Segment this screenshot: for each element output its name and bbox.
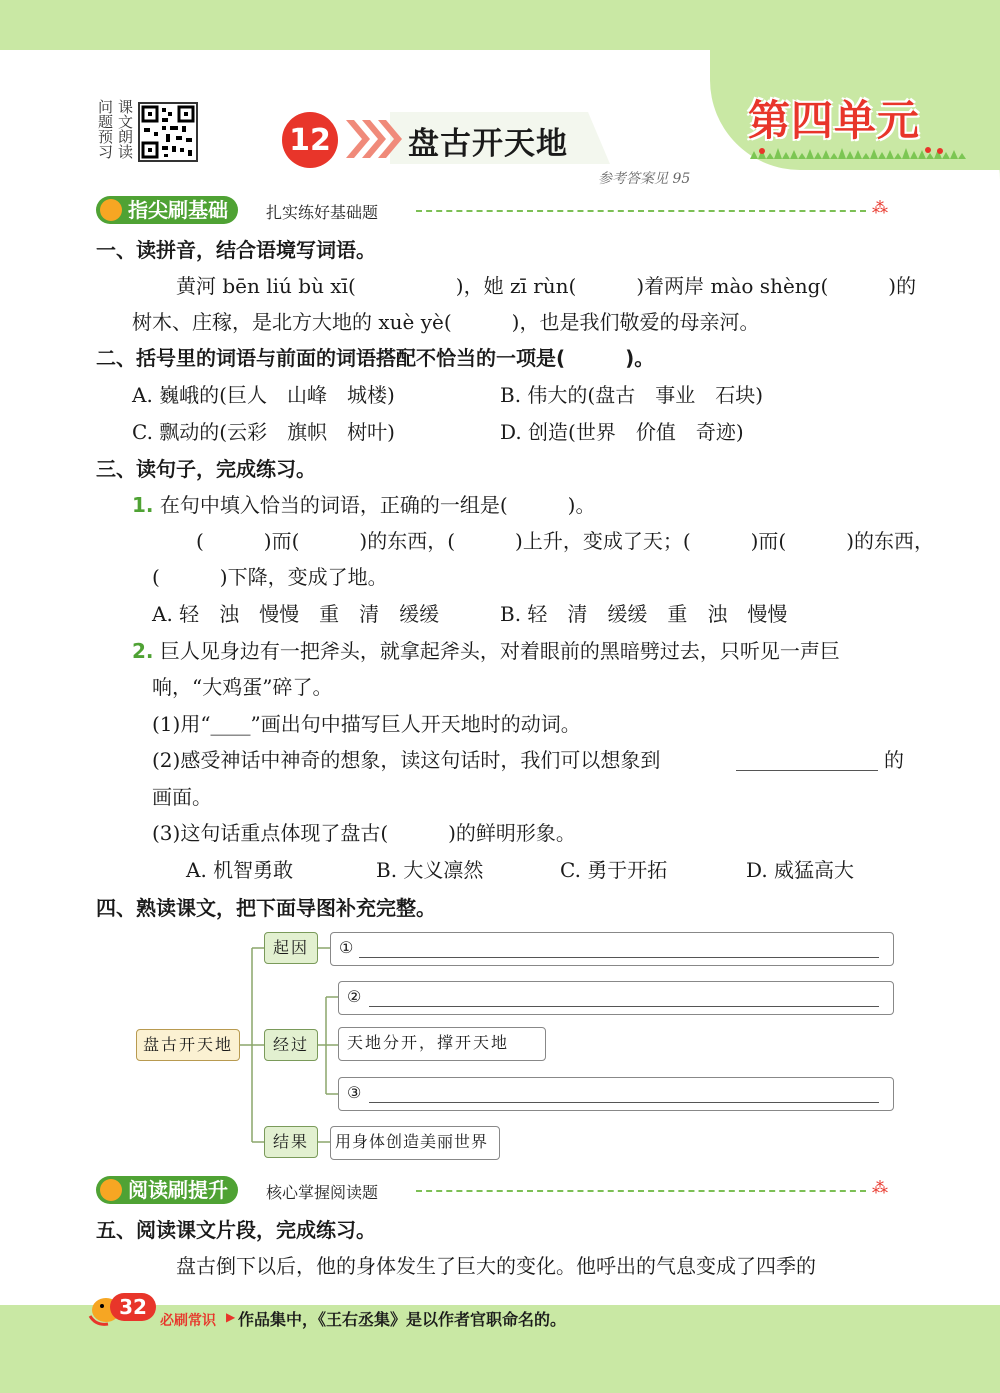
- section-title: 阅读刷提升: [128, 1178, 228, 1202]
- question-text: (1)用“____”画出句中描写巨人开天地时的动词。: [152, 712, 581, 736]
- qr-char: 读: [118, 143, 134, 161]
- option-a: A. 轻 浊 慢慢 重 清 缓缓: [152, 602, 440, 626]
- page-number: 32: [110, 1293, 156, 1321]
- answer-blank[interactable]: [369, 1006, 879, 1007]
- option-a: A. 巍峨的(巨人 山峰 城楼): [132, 383, 395, 407]
- sparkle-icon: ⁂: [872, 1178, 886, 1197]
- mind-map-node-process: 经过: [264, 1029, 318, 1061]
- question-text: ( )而( )的东西，( )上升，变成了天；( )而( )的东西，: [196, 529, 935, 553]
- question-text: 黄河 bēn liú bù xī( )，她 zī rùn( )着两岸 mào shèng( )的: [176, 274, 917, 298]
- sub-question-text: 巨人见身边有一把斧头，就拿起斧头，对着眼前的黑暗劈过去，只听见一声巨: [159, 639, 840, 663]
- question-text: 响，“大鸡蛋”碎了。: [152, 675, 333, 699]
- question-heading: 四、熟读课文，把下面导图补充完整。: [96, 896, 436, 920]
- option-c: C. 飘动的(云彩 旗帜 树叶): [132, 420, 395, 444]
- triangle-right-icon: ▶: [226, 1310, 236, 1324]
- qr-char: 课: [118, 98, 134, 116]
- mind-map-answer-2[interactable]: [338, 981, 894, 1015]
- section-pill: [96, 1176, 238, 1204]
- section-subtitle: 核心掌握阅读题: [266, 1183, 379, 1202]
- section-header-reading: [96, 1176, 906, 1208]
- question-text: (2)感受神话中神奇的想象，读这句话时，我们可以想象到: [152, 748, 661, 772]
- circled-number: ①: [339, 938, 356, 957]
- dashed-divider: [416, 1190, 866, 1192]
- question-text: 的: [884, 748, 904, 772]
- qr-char: 习: [98, 143, 114, 161]
- mind-map-result-text: 用身体创造美丽世界: [330, 1126, 500, 1160]
- lesson-number: 12: [282, 112, 338, 168]
- mind-map-process-text: 天地分开，撑开天地: [338, 1027, 546, 1061]
- sub-question-number: 2.: [132, 639, 154, 663]
- question-text: 画面。: [152, 785, 212, 809]
- qr-char: 预: [98, 128, 114, 146]
- mind-map-node-cause: 起因: [264, 932, 318, 964]
- question-text: (3)这句话重点体现了盘古( )的鲜明形象。: [152, 821, 576, 845]
- tip-text: 作品集中，《王右丞集》是以作者官职命名的。: [238, 1310, 567, 1329]
- answer-reference: 参考答案见 95: [598, 171, 691, 187]
- question-heading: 二、括号里的词语与前面的词语搭配不恰当的一项是( )。: [96, 346, 655, 370]
- question-heading: 五、阅读课文片段，完成练习。: [96, 1218, 376, 1242]
- option-d: D. 创造(世界 价值 奇迹): [500, 420, 744, 444]
- question-text: ( )下降，变成了地。: [152, 565, 388, 589]
- unit-title: 第四单元: [748, 96, 921, 145]
- bird-icon: [100, 1179, 122, 1201]
- option-b: B. 伟大的(盘古 事业 石块): [500, 383, 764, 407]
- option-b: B. 大义凛然: [376, 858, 484, 882]
- option-d: D. 威猛高大: [746, 858, 855, 882]
- question-heading: 一、读拼音，结合语境写词语。: [96, 238, 376, 262]
- qr-char: 文: [118, 113, 134, 131]
- sub-question-number: 1.: [132, 493, 154, 517]
- mind-map-answer-1[interactable]: [330, 932, 894, 966]
- question-text: 树木、庄稼，是北方大地的 xuè yè( )，也是我们敬爱的母亲河。: [132, 310, 760, 334]
- mind-map-answer-3[interactable]: [338, 1077, 894, 1111]
- tip-label: 必刷常识: [160, 1313, 216, 1329]
- option-a: A. 机智勇敢: [186, 858, 294, 882]
- reading-passage: 盘古倒下以后，他的身体发生了巨大的变化。他呼出的气息变成了四季的: [176, 1254, 816, 1278]
- question-heading: 三、读句子，完成练习。: [96, 457, 316, 481]
- option-b: B. 轻 清 缓缓 重 浊 慢慢: [500, 602, 788, 626]
- option-c: C. 勇于开拓: [560, 858, 668, 882]
- answer-blank[interactable]: [369, 1102, 879, 1103]
- section-subtitle: 扎实练好基础题: [266, 203, 379, 222]
- sub-question-text: 在句中填入恰当的词语，正确的一组是( )。: [159, 493, 596, 517]
- section-title: 指尖刷基础: [128, 198, 228, 222]
- mind-map-node-result: 结果: [264, 1126, 318, 1158]
- qr-char: 题: [98, 113, 114, 131]
- qr-char: 问: [98, 98, 114, 116]
- answer-blank[interactable]: [359, 957, 879, 958]
- sparkle-icon: ⁂: [872, 198, 886, 217]
- mind-map-root: 盘古开天地: [136, 1029, 240, 1061]
- qr-char: 朗: [118, 128, 134, 146]
- circled-number: ③: [347, 1083, 364, 1102]
- circled-number: ②: [347, 987, 364, 1006]
- lesson-title: 盘古开天地: [408, 126, 568, 162]
